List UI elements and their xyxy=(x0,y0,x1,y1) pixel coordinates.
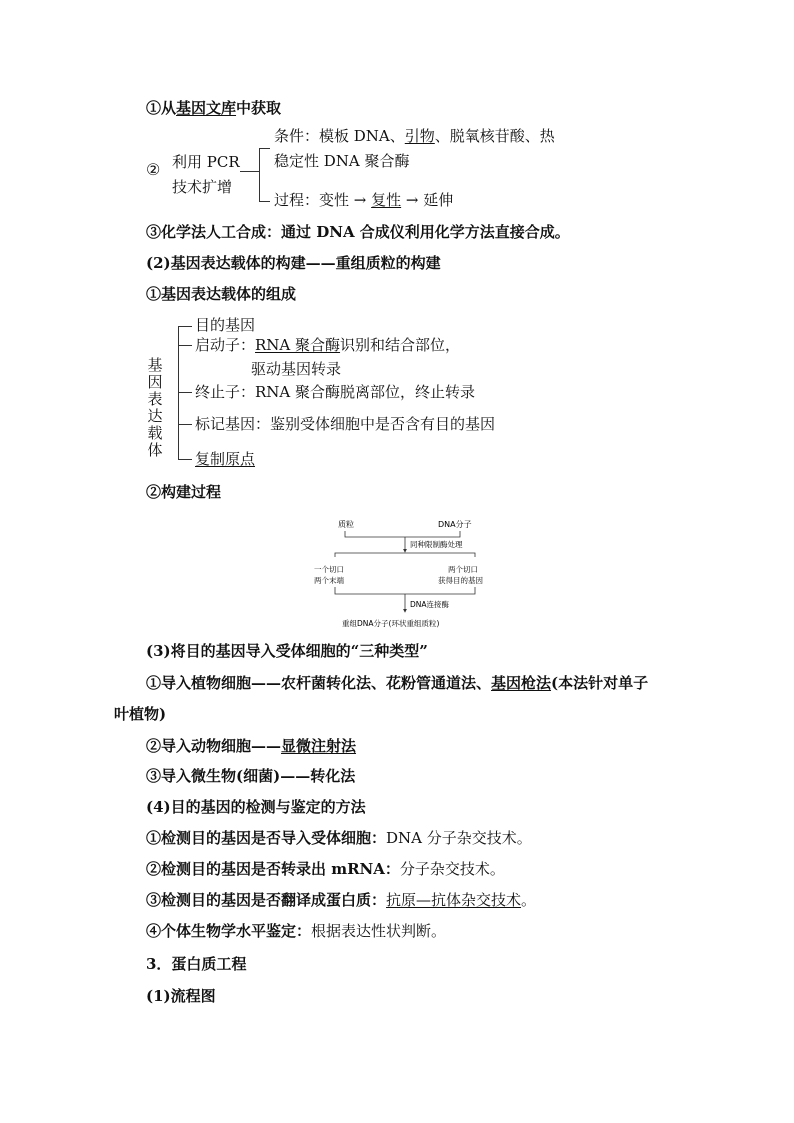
vector-component-terminator: 终止子：RNA 聚合酶脱离部位，终止转录 xyxy=(195,383,476,401)
intro-microbe: ③导入微生物(细菌)——转化法 xyxy=(146,767,356,785)
vector-tick-4 xyxy=(178,424,192,425)
diagram-result: 重组DNA分子(环状重组质粒) xyxy=(342,619,440,628)
pcr-connector xyxy=(240,171,260,172)
vector-component-target-gene: 目的基因 xyxy=(195,316,256,334)
vector-sub-2: ②构建过程 xyxy=(146,483,222,501)
diagram-left-1: 一个切口 xyxy=(314,565,344,574)
detect-4: ④个体生物学水平鉴定：根据表达性状判断。 xyxy=(146,922,447,940)
pcr-brace xyxy=(259,148,270,202)
vector-tick-1 xyxy=(178,326,192,327)
pcr-line-3: ③化学法人工合成：通过 DNA 合成仪利用化学方法直接合成。 xyxy=(146,223,570,241)
protein-heading: 3．蛋白质工程 xyxy=(146,955,247,973)
intro-heading: (3)将目的基因导入受体细胞的“三种类型” xyxy=(146,642,428,660)
pcr-process: 过程：变性 → 复性 → 延伸 xyxy=(274,191,454,209)
pcr-line-1: ①从基因文库中获取 xyxy=(146,99,282,117)
pcr-condition-line-2: 稳定性 DNA 聚合酶 xyxy=(274,152,410,170)
diagram-left-2: 两个末端 xyxy=(314,576,344,585)
vector-sub-1: ①基因表达载体的组成 xyxy=(146,285,297,303)
detect-1: ①检测目的基因是否导入受体细胞：DNA 分子杂交技术。 xyxy=(146,829,532,847)
vector-tick-2 xyxy=(178,345,192,346)
pcr-label-1: 利用 PCR xyxy=(172,153,240,171)
intro-animal: ②导入动物细胞——显微注射法 xyxy=(146,737,357,755)
diagram-plasmid: 质粒 xyxy=(338,520,354,529)
vector-component-marker: 标记基因：鉴别受体细胞中是否含有目的基因 xyxy=(195,415,496,433)
diagram-right-2: 获得目的基因 xyxy=(438,576,483,585)
intro-plant: ①导入植物细胞——农杆菌转化法、花粉管通道法、基因枪法(本法针对单子 xyxy=(146,674,649,692)
detect-3: ③检测目的基因是否翻译成蛋白质：抗原—抗体杂交技术。 xyxy=(146,891,537,909)
vector-heading: (2)基因表达载体的构建——重组质粒的构建 xyxy=(146,254,441,272)
vector-component-promoter: 启动子：RNA 聚合酶识别和结合部位， xyxy=(195,336,461,354)
detect-heading: (4)目的基因的检测与鉴定的方法 xyxy=(146,798,366,816)
vector-component-origin: 复制原点 xyxy=(195,450,256,468)
diagram-merge xyxy=(335,587,475,594)
diagram-split xyxy=(335,553,475,557)
diagram-right-1: 两个切口 xyxy=(448,565,478,574)
diagram-dna: DNA分子 xyxy=(438,520,472,529)
pcr-condition-line-1: 条件：模板 DNA、引物、脱氧核苷酸、热 xyxy=(274,127,555,145)
vector-tick-5 xyxy=(178,459,192,460)
diagram-enzyme: 同种限制酶处理 xyxy=(410,540,463,549)
diagram-ligase: DNA连接酶 xyxy=(410,600,450,609)
protein-sub: (1)流程图 xyxy=(146,987,216,1005)
construction-diagram xyxy=(300,512,520,634)
intro-plant-wrap: 叶植物) xyxy=(114,705,167,723)
vector-tick-3 xyxy=(178,392,192,393)
vector-component-promoter-line-2: 驱动基因转录 xyxy=(251,360,342,378)
vector-side-label: 基因表达载体 xyxy=(147,356,163,459)
diagram-top-join xyxy=(345,531,460,537)
detect-2: ②检测目的基因是否转录出 mRNA：分子杂交技术。 xyxy=(146,860,505,878)
pcr-label-2: 技术扩增 xyxy=(172,178,233,196)
pcr-item-2-num: ② xyxy=(146,160,161,179)
